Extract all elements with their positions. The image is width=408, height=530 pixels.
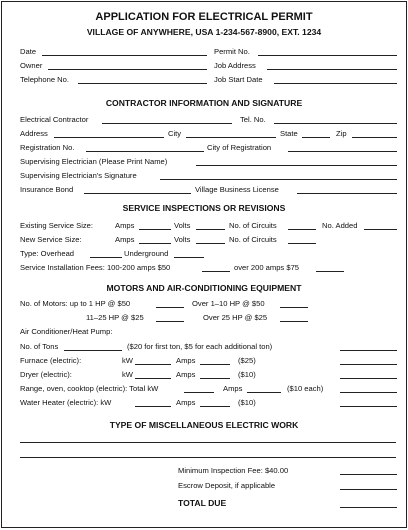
furnace-label: Furnace (electric):	[20, 356, 82, 365]
underground-label: Underground	[124, 249, 169, 258]
motors-11-25-field[interactable]	[156, 321, 184, 322]
type-overhead-label: Type: Overhead	[20, 249, 75, 258]
underground-field[interactable]	[174, 257, 204, 258]
furnace-total-field[interactable]	[340, 364, 397, 365]
misc-line-1[interactable]	[20, 442, 396, 443]
registration-no-field[interactable]	[86, 151, 204, 152]
water-heater-amps-field[interactable]	[200, 406, 230, 407]
overhead-field[interactable]	[90, 257, 122, 258]
existing-volts-field[interactable]	[196, 229, 225, 230]
over-25-label: Over 25 HP @ $25	[203, 313, 268, 322]
dryer-total-field[interactable]	[340, 378, 397, 379]
tons-total-field[interactable]	[340, 350, 397, 351]
water-heater-amps-label: Amps	[176, 398, 196, 407]
contractor-heading: CONTRACTOR INFORMATION AND SIGNATURE	[105, 98, 303, 108]
job-start-date-label: Job Start Date	[214, 75, 263, 84]
address-field[interactable]	[54, 137, 164, 138]
dryer-fee-label: ($10)	[238, 370, 256, 379]
permit-form	[1, 1, 407, 528]
water-heater-total-field[interactable]	[340, 406, 397, 407]
furnace-kw-field[interactable]	[135, 364, 171, 365]
no-added-label: No. Added	[322, 221, 358, 230]
owner-field[interactable]	[48, 69, 207, 70]
total-due-label: TOTAL DUE	[178, 498, 227, 508]
tel-no-label: Tel. No.	[240, 115, 266, 124]
dryer-label: Dryer (electric):	[20, 370, 72, 379]
furnace-amps-label: Amps	[176, 356, 196, 365]
motors-heading: MOTORS AND AIR-CONDITIONING EQUIPMENT	[106, 283, 302, 293]
escrow-field[interactable]	[340, 489, 397, 490]
min-fee-field[interactable]	[340, 474, 397, 475]
no-tons-label: No. of Tons	[20, 342, 59, 351]
telephone-field[interactable]	[78, 83, 207, 84]
form-subtitle: VILLAGE OF ANYWHERE, USA 1-234-567-8900, EXT. 1234	[86, 27, 322, 37]
supervising-electrician-field[interactable]	[196, 165, 397, 166]
furnace-amps-field[interactable]	[200, 364, 230, 365]
existing-circuits-field[interactable]	[288, 229, 316, 230]
range-kw-field[interactable]	[184, 392, 214, 393]
over-1-10-label: Over 1–10 HP @ $50	[192, 299, 265, 308]
state-label: State	[280, 129, 298, 138]
min-fee-label: Minimum Inspection Fee: $40.00	[178, 466, 289, 475]
job-start-date-field[interactable]	[274, 83, 397, 84]
job-address-field[interactable]	[267, 69, 397, 70]
total-due-field[interactable]	[340, 507, 397, 508]
supervising-signature-field[interactable]	[160, 179, 397, 180]
city-of-registration-field[interactable]	[288, 151, 397, 152]
zip-label: Zip	[336, 129, 347, 138]
hp-11-25-label: 11–25 HP @ $25	[86, 313, 144, 322]
service-heading: SERVICE INSPECTIONS OR REVISIONS	[122, 203, 286, 213]
state-field[interactable]	[302, 137, 330, 138]
business-license-label: Village Business License	[195, 185, 279, 194]
no-added-field[interactable]	[364, 229, 397, 230]
supervising-electrician-label: Supervising Electrician (Please Print Name)	[20, 157, 168, 166]
date-field[interactable]	[42, 55, 207, 56]
telephone-label: Telephone No.	[20, 75, 69, 84]
new-volts-field[interactable]	[196, 243, 225, 244]
new-circuits-label: No. of Circuits	[229, 235, 277, 244]
address-label: Address	[20, 129, 48, 138]
furnace-kw-label: kW	[122, 356, 133, 365]
new-volts-label: Volts	[174, 235, 191, 244]
insurance-bond-label: Insurance Bond	[20, 185, 74, 194]
water-heater-fee-label: ($10)	[238, 398, 256, 407]
fee-100-200-field[interactable]	[202, 271, 230, 272]
permit-no-field[interactable]	[258, 55, 397, 56]
range-fee-label: ($10 each)	[287, 384, 324, 393]
supervising-signature-label: Supervising Electrician's Signature	[20, 171, 137, 180]
motors-over-25-field[interactable]	[280, 321, 308, 322]
no-motors-label: No. of Motors: up to 1 HP @ $50	[20, 299, 131, 308]
new-circuits-field[interactable]	[288, 243, 316, 244]
date-label: Date	[20, 47, 37, 56]
fee-over-200-field[interactable]	[316, 271, 344, 272]
escrow-label: Escrow Deposit, if applicable	[178, 481, 276, 490]
misc-heading: TYPE OF MISCELLANEOUS ELECTRIC WORK	[109, 420, 299, 430]
permit-no-label: Permit No.	[214, 47, 250, 56]
city-of-registration-label: City of Registration	[207, 143, 272, 152]
city-label: City	[168, 129, 182, 138]
existing-amps-label: Amps	[115, 221, 135, 230]
business-license-field[interactable]	[297, 193, 397, 194]
misc-line-2[interactable]	[20, 457, 396, 458]
registration-no-label: Registration No.	[20, 143, 75, 152]
furnace-fee-label: ($25)	[238, 356, 256, 365]
form-title: APPLICATION FOR ELECTRICAL PERMIT	[95, 11, 313, 23]
tel-no-field[interactable]	[274, 123, 397, 124]
water-heater-label: Water Heater (electric): kW	[20, 398, 112, 407]
ac-heat-pump-label: Air Conditioner/Heat Pump:	[20, 327, 113, 336]
owner-label: Owner	[20, 61, 43, 70]
range-amps-field[interactable]	[247, 392, 281, 393]
motors-1-10-field[interactable]	[280, 307, 308, 308]
zip-field[interactable]	[352, 137, 397, 138]
dryer-kw-label: kW	[122, 370, 133, 379]
electrical-contractor-label: Electrical Contractor	[20, 115, 89, 124]
job-address-label: Job Address	[214, 61, 256, 70]
new-amps-field[interactable]	[139, 243, 171, 244]
existing-amps-field[interactable]	[139, 229, 171, 230]
insurance-bond-field[interactable]	[84, 193, 191, 194]
motors-1hp-field[interactable]	[156, 307, 184, 308]
water-heater-kw-field[interactable]	[135, 406, 171, 407]
tons-fee-label: ($20 for first ton, $5 for each additional ton)	[127, 342, 273, 351]
installation-fees-label: Service Installation Fees: 100-200 amps $50	[20, 263, 171, 272]
range-total-field[interactable]	[340, 392, 397, 393]
range-amps-label: Amps	[223, 384, 243, 393]
range-label: Range, oven, cooktop (electric): Total kW	[20, 384, 159, 393]
new-amps-label: Amps	[115, 235, 135, 244]
dryer-amps-label: Amps	[176, 370, 196, 379]
dryer-amps-field[interactable]	[200, 378, 230, 379]
fee-over-200-label: over 200 amps $75	[234, 263, 300, 272]
new-service-label: New Service Size:	[20, 235, 82, 244]
no-tons-field[interactable]	[64, 350, 122, 351]
dryer-kw-field[interactable]	[135, 378, 171, 379]
existing-volts-label: Volts	[174, 221, 191, 230]
existing-circuits-label: No. of Circuits	[229, 221, 277, 230]
city-field[interactable]	[186, 137, 276, 138]
existing-service-label: Existing Service Size:	[20, 221, 94, 230]
electrical-contractor-field[interactable]	[102, 123, 232, 124]
